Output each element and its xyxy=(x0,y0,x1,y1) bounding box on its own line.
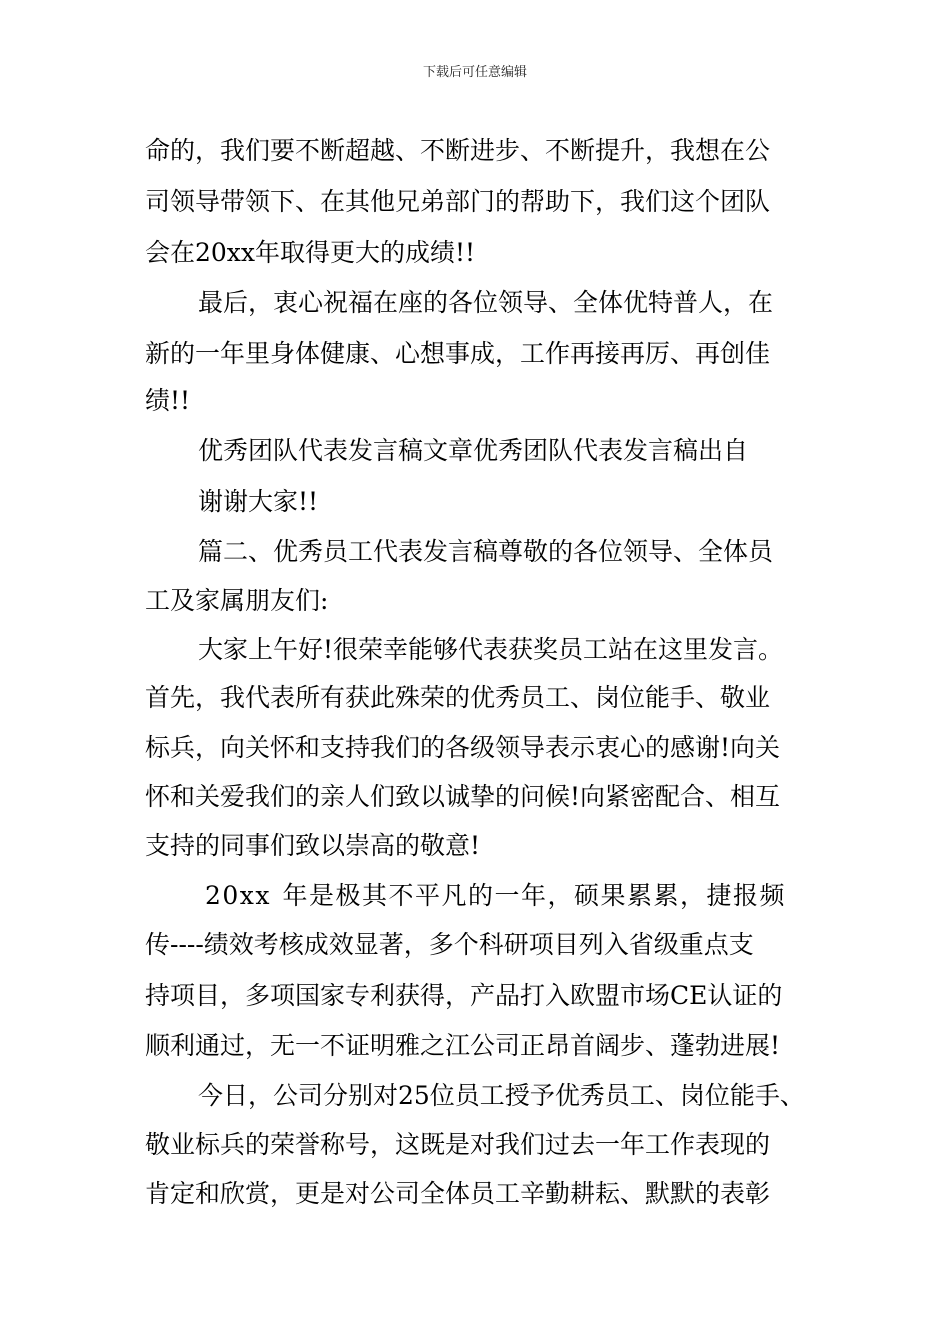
text-line: 司领导带领下、在其他兄弟部门的帮助下，我们这个团队 xyxy=(145,187,771,216)
text-line: 标兵，向关怀和支持我们的各级领导表示衷心的感谢!向关 xyxy=(145,733,781,762)
text-line: 篇二、优秀员工代表发言稿尊敬的各位领导、全体员 xyxy=(198,537,774,566)
text-line: 支持的同事们致以崇高的敬意! xyxy=(145,831,481,860)
text-line: 谢谢大家!! xyxy=(198,487,319,516)
text-line: 绩!! xyxy=(145,386,191,415)
text-line: 最后，衷心祝福在座的各位领导、全体优特普人，在 xyxy=(198,288,774,317)
text-line: 命的，我们要不断超越、不断进步、不断提升，我想在公 xyxy=(145,136,771,165)
text-line: 怀和关爱我们的亲人们致以诚挚的问候!向紧密配合、相互 xyxy=(145,782,781,811)
text-line: 20xx 年是极其不平凡的一年，硕果累累，捷报频 xyxy=(205,881,786,910)
text-line: 工及家属朋友们: xyxy=(145,586,329,615)
text-line: 传----绩效考核成效显著，多个科研项目列入省级重点支 xyxy=(145,930,754,959)
text-line: 优秀团队代表发言稿文章优秀团队代表发言稿出自 xyxy=(198,436,749,465)
text-line: 会在20xx年取得更大的成绩!! xyxy=(145,238,476,267)
text-line: 持项目，多项国家专利获得，产品打入欧盟市场CE认证的 xyxy=(145,981,783,1010)
text-line: 首先，我代表所有获此殊荣的优秀员工、岗位能手、敬业 xyxy=(145,683,771,712)
text-line: 肯定和欣赏，更是对公司全体员工辛勤耕耘、默默的表彰 xyxy=(145,1179,771,1208)
text-line: 大家上午好!很荣幸能够代表获奖员工站在这里发言。 xyxy=(198,635,784,664)
text-line: 顺利通过，无一不证明雅之江公司正昂首阔步、蓬勃进展! xyxy=(145,1031,781,1060)
page-header: 下载后可任意编辑 xyxy=(422,65,527,80)
text-line: 敬业标兵的荣誉称号，这既是对我们过去一年工作表现的 xyxy=(145,1130,771,1159)
text-line: 今日，公司分别对25位员工授予优秀员工、岗位能手、 xyxy=(198,1081,805,1110)
text-line: 新的一年里身体健康、心想事成，工作再接再厉、再创佳 xyxy=(145,339,771,368)
